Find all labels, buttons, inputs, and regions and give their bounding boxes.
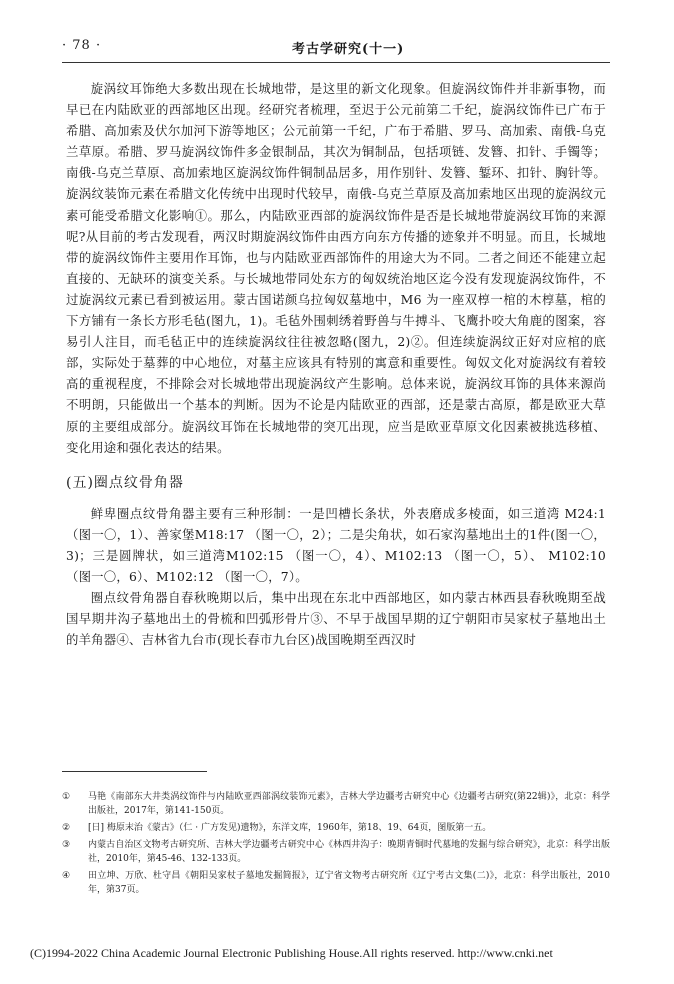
footnote-text: [日] 梅原末治《蒙古》（仁 · 广方发见)遗物》，东洋文库，1960年，第18、19、64页，图版第一五。 bbox=[88, 823, 492, 833]
footnotes bbox=[62, 790, 610, 900]
footnote bbox=[62, 869, 610, 897]
section-heading: (五)圈点纹骨角器 bbox=[66, 474, 184, 491]
footnote-mark: ② bbox=[62, 823, 71, 833]
page-number: · 78 · bbox=[62, 38, 102, 53]
footnote-text: 马艳《南部东大井类涡纹饰件与内陆欧亚西部涡纹装饰元素》，吉林大学边疆考古研究中心《边疆考古研究(第22辑)》，北京：科学出版社，2017年，第141-150页。 bbox=[88, 792, 610, 816]
footnote-text: 田立坤、万欣、杜守昌《朝阳吴家杖子墓地发掘简报》，辽宁省文物考古研究所《辽宁考古文集(二)》，北京：科学出版社，2010年，第37页。 bbox=[88, 871, 610, 895]
article-body bbox=[66, 78, 606, 650]
footnote-text: 内蒙古自治区文物考古研究所、吉林大学边疆考古研究中心《林西井沟子：晚期青铜时代墓地的发掘与综合研究》，北京：科学出版社，2010年，第45-46、132-133页。 bbox=[88, 840, 610, 864]
section-paragraph: 鲜卑圈点纹骨角器主要有三种形制：一是凹槽长条状，外表磨成多棱面，如三道湾 M24:1 （图一〇，1）、善家堡M18:17 （图一〇，2）；二是尖角状，如石家沟墓地出土的1件(图一〇，3)；三是圆牌状，如三道湾M102:15 （图一〇，4）、M102:13 （图一〇，5）、 M102:10 （图一〇，6）、M102:12 （图一〇，7）。 bbox=[66, 505, 606, 584]
footnote-mark: ④ bbox=[62, 871, 71, 881]
footnote bbox=[62, 821, 610, 835]
section-paragraph: 圈点纹骨角器自春秋晚期以后，集中出现在东北中西部地区，如内蒙古林西县春秋晚期至战国早期井沟子墓地出土的骨梳和凹弧形骨片③、不早于战国早期的辽宁朝阳市吴家杖子墓地出土的羊角器④、吉林省九台市(现长春市九台区)战国晚期至西汉时 bbox=[66, 590, 606, 648]
copyright-notice: (C)1994-2022 China Academic Journal Electronic Publishing House.All rights reserved. http://www.cnki.net bbox=[30, 946, 553, 960]
page-header bbox=[62, 38, 610, 60]
footnote-divider bbox=[62, 771, 207, 772]
footnote bbox=[62, 838, 610, 866]
footnote-mark: ① bbox=[62, 792, 71, 802]
journal-title: 考古学研究(十一) bbox=[292, 42, 405, 57]
footnote-mark: ③ bbox=[62, 840, 71, 850]
body-paragraph: 旋涡纹耳饰绝大多数出现在长城地带，是这里的新文化现象。但旋涡纹饰件并非新事物，而早已在内陆欧亚的西部地区出现。经研究者梳理，至迟于公元前第二千纪，旋涡纹饰件已广布于希腊、高加索及伏尔加河下游等地区；公元前第一千纪，广布于希腊、罗马、高加索、南俄-乌克兰草原。希腊、罗马旋涡纹饰件多金银制品，其次为铜制品，包括项链、发簪、扣针、手镯等；南俄-乌克兰草原、高加索地区旋涡纹饰件铜制品居多，用作别针、发簪、錾环、扣针、胸针等。旋涡纹装饰元素在希腊文化传统中出现时代较早，南俄-乌克兰草原及高加索地区出现的旋涡纹元素可能受希腊文化影响①。那么，内陆欧亚西部的旋涡纹饰件是否是长城地带旋涡纹耳饰的来源呢?从目前的考古发现看，两汉时期旋涡纹饰件由西方向东方传播的迹象并不明显。而且，长城地带的旋涡纹饰件主要用作耳饰，也与内陆欧亚西部饰件的用途大为不同。二者之间还不能建立起直接的、无缺环的演变关系。与长城地带同处东方的匈奴统治地区迄今没有发现旋涡纹饰件，不过旋涡纹元素已看到被运用。蒙古国诺颜乌拉匈奴墓地中，M6 为一座双椁一棺的木椁墓，棺的下方铺有一条长方形毛毡(图九，1)。毛毡外围刺绣着野兽与牛搏斗、飞鹰扑咬大角鹿的图案，容易引人注目，而毛毡正中的连续旋涡纹往往被忽略(图九，2)②。但连续旋涡纹正好对应棺的底部，实际处于墓葬的中心地位，对墓主应该具有特别的寓意和重要性。匈奴文化对旋涡纹有着较高的重视程度，不排除会对长城地带出现旋涡纹产生影响。总体来说，旋涡纹耳饰的具体来源尚不明朗，只能做出一个基本的判断。因为不论是内陆欧亚的西部，还是蒙古高原，都是欧亚大草原的主要组成部分。旋涡纹耳饰在长城地带的突兀出现，应当是欧亚草原文化因素被挑选移植、变化用途和强化表达的结果。 bbox=[66, 81, 606, 455]
footnote bbox=[62, 790, 610, 818]
header-divider bbox=[62, 62, 610, 63]
